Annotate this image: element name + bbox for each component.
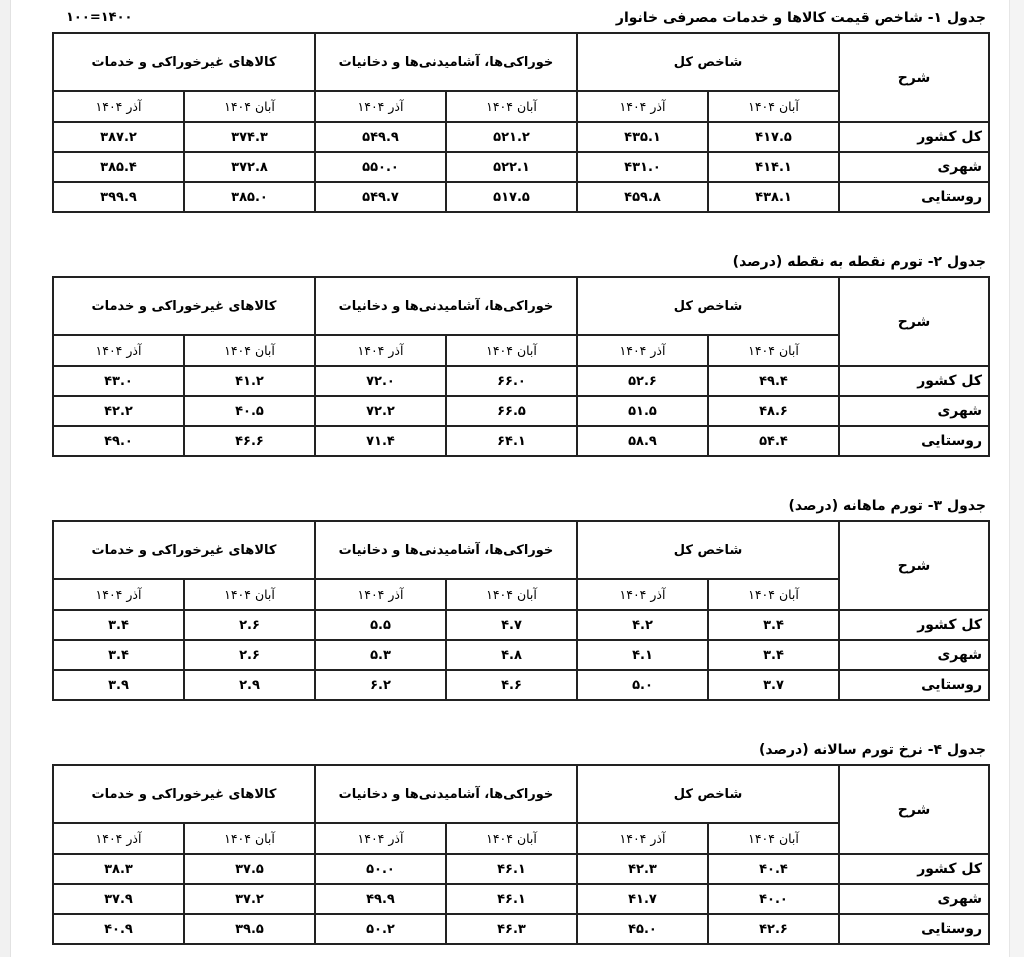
- data-cell: ۷۲.۲: [315, 396, 446, 426]
- data-cell: ۳.۹: [53, 670, 184, 700]
- data-cell: ۳۸۵.۰: [184, 182, 315, 212]
- data-cell: ۳.۷: [708, 670, 839, 700]
- table-section-1: [52, 8, 990, 213]
- table-row: [53, 884, 989, 914]
- data-cell: ۶۴.۱: [446, 426, 577, 456]
- table-row: [53, 610, 989, 640]
- data-cell: ۴۲.۳: [577, 854, 708, 884]
- data-cell: ۷۲.۰: [315, 366, 446, 396]
- month-header: آبان ۱۴۰۴: [708, 823, 839, 854]
- table-caption: [52, 252, 990, 276]
- group-header: کالاهای غیرخوراکی و خدمات: [53, 765, 315, 823]
- data-cell: ۴۵۹.۸: [577, 182, 708, 212]
- data-cell: ۳.۴: [53, 640, 184, 670]
- description-header: شرح: [839, 765, 989, 854]
- row-label: کل کشور: [839, 854, 989, 884]
- row-label: کل کشور: [839, 610, 989, 640]
- table-row: [53, 670, 989, 700]
- data-cell: ۵۸.۹: [577, 426, 708, 456]
- group-header: خوراکی‌ها، آشامیدنی‌ها و دخانیات: [315, 521, 577, 579]
- month-header: آذر ۱۴۰۴: [315, 335, 446, 366]
- table-caption: [52, 496, 990, 520]
- row-label: کل کشور: [839, 122, 989, 152]
- group-header: شاخص کل: [577, 33, 839, 91]
- data-cell: ۲.۶: [184, 640, 315, 670]
- month-header: آبان ۱۴۰۴: [184, 823, 315, 854]
- month-header: آبان ۱۴۰۴: [708, 91, 839, 122]
- data-cell: ۵۲۲.۱: [446, 152, 577, 182]
- right-scrollbar[interactable]: [1009, 0, 1024, 957]
- data-cell: ۴۵.۰: [577, 914, 708, 944]
- group-header: خوراکی‌ها، آشامیدنی‌ها و دخانیات: [315, 33, 577, 91]
- month-header: آبان ۱۴۰۴: [446, 579, 577, 610]
- table-title: جدول ۴- نرخ تورم سالانه (درصد): [758, 742, 986, 758]
- table-row: [53, 640, 989, 670]
- header-row: [53, 765, 989, 823]
- data-cell: ۳.۴: [708, 610, 839, 640]
- table-row: [53, 396, 989, 426]
- data-cell: ۵.۰: [577, 670, 708, 700]
- data-cell: ۵.۳: [315, 640, 446, 670]
- data-cell: ۴۰.۵: [184, 396, 315, 426]
- data-cell: ۳۷۴.۳: [184, 122, 315, 152]
- month-header: آذر ۱۴۰۴: [315, 823, 446, 854]
- data-cell: ۵۵۰.۰: [315, 152, 446, 182]
- data-cell: ۴۸.۶: [708, 396, 839, 426]
- data-cell: ۵۴۹.۹: [315, 122, 446, 152]
- table-row: [53, 854, 989, 884]
- row-label: روستایی: [839, 914, 989, 944]
- data-cell: ۵۴۹.۷: [315, 182, 446, 212]
- data-cell: ۴۹.۹: [315, 884, 446, 914]
- month-header: آذر ۱۴۰۴: [577, 823, 708, 854]
- data-cell: ۵۲۱.۲: [446, 122, 577, 152]
- data-cell: ۴۱.۲: [184, 366, 315, 396]
- data-cell: ۳۹۹.۹: [53, 182, 184, 212]
- data-cell: ۴۲.۶: [708, 914, 839, 944]
- group-header: خوراکی‌ها، آشامیدنی‌ها و دخانیات: [315, 277, 577, 335]
- table-title: جدول ۳- تورم ماهانه (درصد): [788, 498, 986, 514]
- data-cell: ۳۷.۹: [53, 884, 184, 914]
- row-label: شهری: [839, 152, 989, 182]
- group-header: کالاهای غیرخوراکی و خدمات: [53, 277, 315, 335]
- data-cell: ۴.۷: [446, 610, 577, 640]
- data-cell: ۳.۴: [708, 640, 839, 670]
- row-label: شهری: [839, 640, 989, 670]
- data-cell: ۴۳.۰: [53, 366, 184, 396]
- data-cell: ۴۱۴.۱: [708, 152, 839, 182]
- data-cell: ۵۴.۴: [708, 426, 839, 456]
- data-cell: ۳۷.۵: [184, 854, 315, 884]
- data-cell: ۳۸.۳: [53, 854, 184, 884]
- data-cell: ۴.۸: [446, 640, 577, 670]
- data-cell: ۴۶.۱: [446, 884, 577, 914]
- data-cell: ۶۶.۰: [446, 366, 577, 396]
- base-year-note: ۱۴۰۰=۱۰۰: [66, 10, 133, 25]
- data-cell: ۵۱۷.۵: [446, 182, 577, 212]
- data-cell: ۴۲.۲: [53, 396, 184, 426]
- data-cell: ۳۸۷.۲: [53, 122, 184, 152]
- row-label: شهری: [839, 396, 989, 426]
- description-header: شرح: [839, 33, 989, 122]
- table-row: [53, 122, 989, 152]
- data-cell: ۵۰.۰: [315, 854, 446, 884]
- data-cell: ۴۱۷.۵: [708, 122, 839, 152]
- group-header: کالاهای غیرخوراکی و خدمات: [53, 33, 315, 91]
- data-cell: ۵.۵: [315, 610, 446, 640]
- month-header: آذر ۱۴۰۴: [577, 335, 708, 366]
- table-caption: [52, 740, 990, 764]
- month-header: آذر ۱۴۰۴: [53, 335, 184, 366]
- table-row: [53, 366, 989, 396]
- data-cell: ۵۰.۲: [315, 914, 446, 944]
- table-section-4: [52, 740, 990, 945]
- data-cell: ۵۱.۵: [577, 396, 708, 426]
- data-cell: ۴۹.۴: [708, 366, 839, 396]
- row-label: روستایی: [839, 670, 989, 700]
- month-header: آبان ۱۴۰۴: [446, 91, 577, 122]
- month-header: آذر ۱۴۰۴: [53, 823, 184, 854]
- data-table: [52, 764, 990, 945]
- data-cell: ۴۶.۳: [446, 914, 577, 944]
- table-title: جدول ۲- تورم نقطه به نقطه (درصد): [732, 254, 986, 270]
- data-cell: ۴۶.۱: [446, 854, 577, 884]
- left-edge: [0, 0, 11, 957]
- table-row: [53, 182, 989, 212]
- data-cell: ۳.۴: [53, 610, 184, 640]
- data-table: [52, 32, 990, 213]
- data-cell: ۴.۱: [577, 640, 708, 670]
- group-header: خوراکی‌ها، آشامیدنی‌ها و دخانیات: [315, 765, 577, 823]
- month-header: آذر ۱۴۰۴: [315, 91, 446, 122]
- month-header: آبان ۱۴۰۴: [184, 91, 315, 122]
- month-header: آبان ۱۴۰۴: [446, 823, 577, 854]
- row-label: کل کشور: [839, 366, 989, 396]
- month-header: آبان ۱۴۰۴: [708, 335, 839, 366]
- data-cell: ۴۳۵.۱: [577, 122, 708, 152]
- group-header: شاخص کل: [577, 521, 839, 579]
- row-label: روستایی: [839, 182, 989, 212]
- table-row: [53, 426, 989, 456]
- month-header: آذر ۱۴۰۴: [53, 91, 184, 122]
- data-cell: ۳۸۵.۴: [53, 152, 184, 182]
- month-header: آذر ۱۴۰۴: [577, 91, 708, 122]
- table-title: جدول ۱- شاخص قیمت کالاها و خدمات مصرفی خانوار: [615, 10, 986, 26]
- table-caption: [52, 8, 990, 32]
- data-cell: ۴.۶: [446, 670, 577, 700]
- header-row: [53, 33, 989, 91]
- data-cell: ۴۰.۰: [708, 884, 839, 914]
- header-row: [53, 521, 989, 579]
- month-header: آذر ۱۴۰۴: [577, 579, 708, 610]
- month-header: آبان ۱۴۰۴: [184, 579, 315, 610]
- data-cell: ۲.۶: [184, 610, 315, 640]
- data-cell: ۳۹.۵: [184, 914, 315, 944]
- month-header: آبان ۱۴۰۴: [446, 335, 577, 366]
- group-header: شاخص کل: [577, 765, 839, 823]
- data-cell: ۴۰.۹: [53, 914, 184, 944]
- data-cell: ۳۷۲.۸: [184, 152, 315, 182]
- month-header: آذر ۱۴۰۴: [53, 579, 184, 610]
- month-header: آبان ۱۴۰۴: [708, 579, 839, 610]
- table-section-2: [52, 252, 990, 457]
- data-cell: ۴۶.۶: [184, 426, 315, 456]
- group-header: کالاهای غیرخوراکی و خدمات: [53, 521, 315, 579]
- table-row: [53, 914, 989, 944]
- data-cell: ۴۹.۰: [53, 426, 184, 456]
- data-cell: ۷۱.۴: [315, 426, 446, 456]
- data-cell: ۴.۲: [577, 610, 708, 640]
- data-cell: ۶.۲: [315, 670, 446, 700]
- group-header: شاخص کل: [577, 277, 839, 335]
- description-header: شرح: [839, 521, 989, 610]
- data-cell: ۳۷.۲: [184, 884, 315, 914]
- data-cell: ۵۲.۶: [577, 366, 708, 396]
- row-label: شهری: [839, 884, 989, 914]
- data-cell: ۶۶.۵: [446, 396, 577, 426]
- data-cell: ۲.۹: [184, 670, 315, 700]
- description-header: شرح: [839, 277, 989, 366]
- data-cell: ۴۳۸.۱: [708, 182, 839, 212]
- data-cell: ۴۱.۷: [577, 884, 708, 914]
- data-cell: ۴۰.۴: [708, 854, 839, 884]
- data-table: [52, 276, 990, 457]
- table-section-3: [52, 496, 990, 701]
- data-table: [52, 520, 990, 701]
- table-row: [53, 152, 989, 182]
- header-row: [53, 277, 989, 335]
- month-header: آبان ۱۴۰۴: [184, 335, 315, 366]
- row-label: روستایی: [839, 426, 989, 456]
- data-cell: ۴۳۱.۰: [577, 152, 708, 182]
- month-header: آذر ۱۴۰۴: [315, 579, 446, 610]
